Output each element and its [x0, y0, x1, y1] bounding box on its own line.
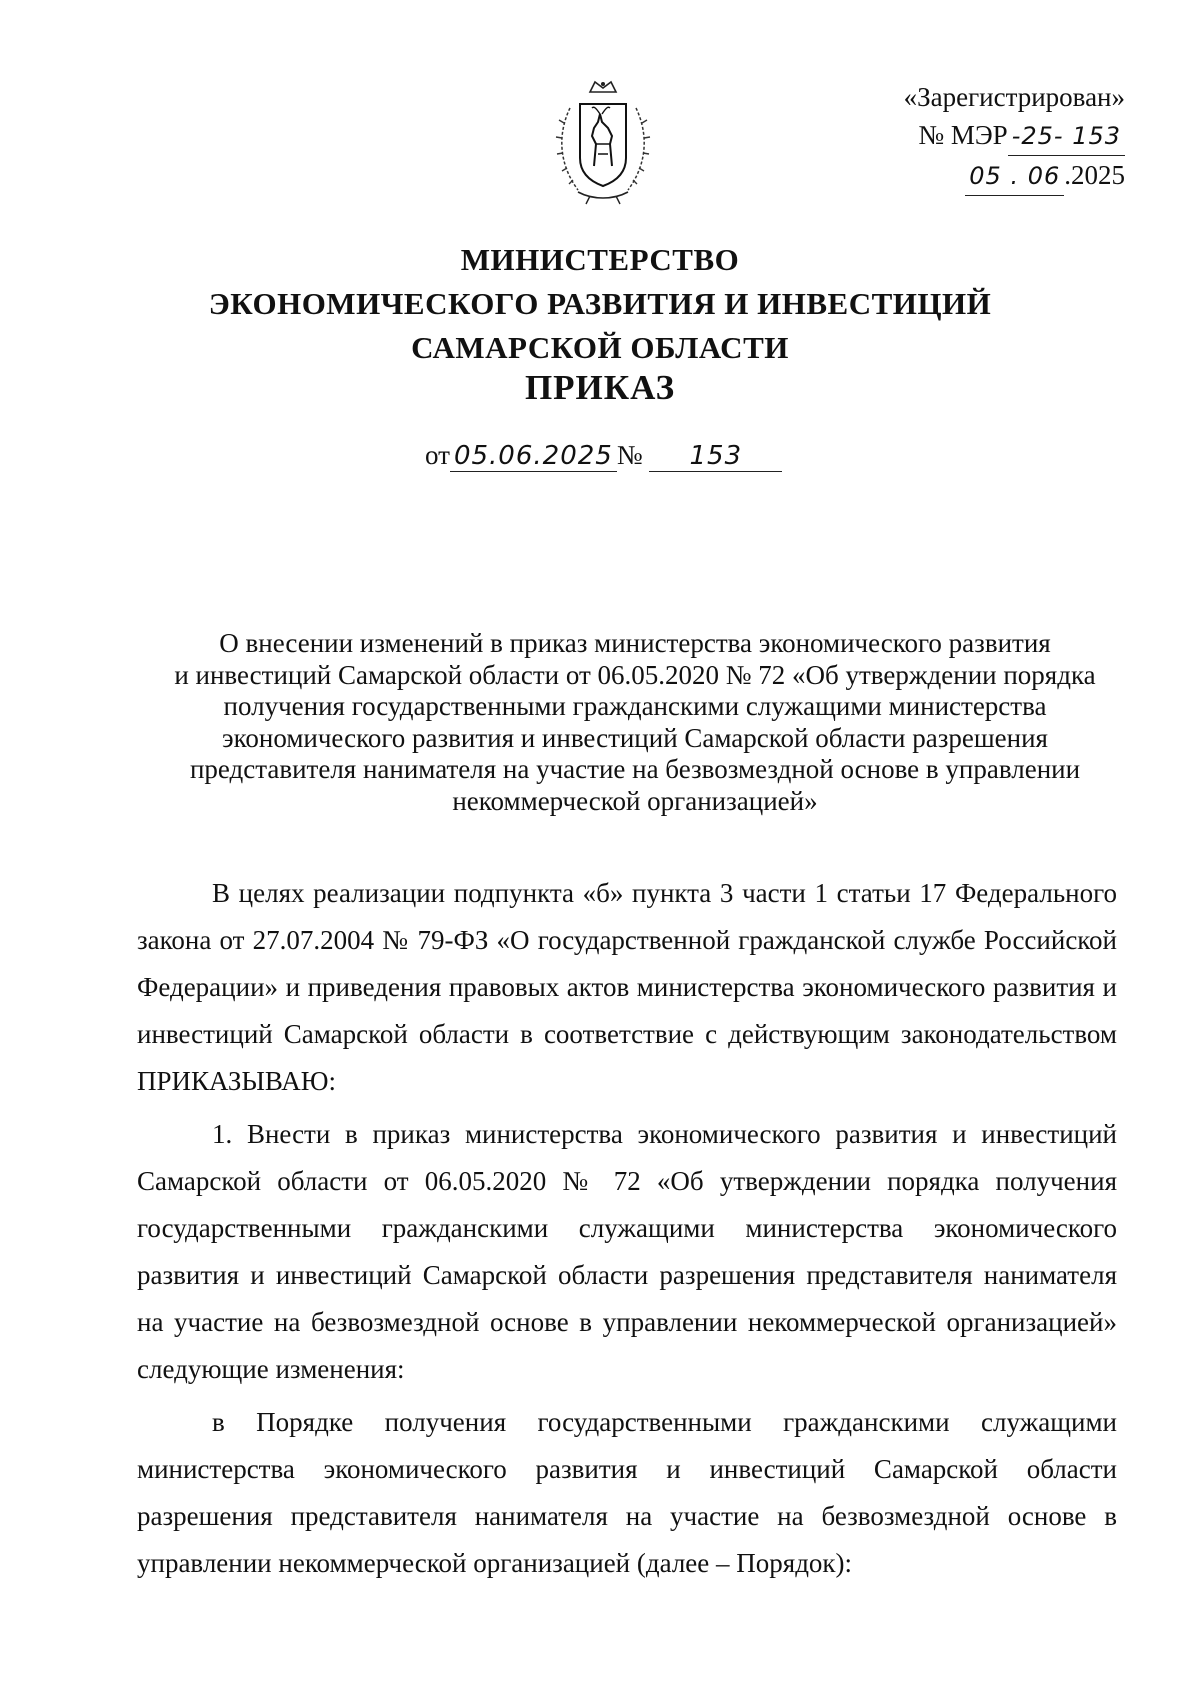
subject-line-3: получения государственными гражданскими служащими министерства [223, 691, 1047, 721]
registration-number [785, 116, 1125, 156]
subject-line-1: О внесении изменений в приказ министерства экономического развития [219, 628, 1051, 658]
body-paragraph-3: в Порядке получения государственными гражданскими служащими министерства экономического развития и инвестиций Самарской области разрешения представителя нанимателя на участие на безвозмездной основе в управлении некоммерческой организацией (далее – Порядок): [137, 1407, 1117, 1578]
registration-date-year: .2025 [1064, 160, 1125, 190]
org-line-2: ЭКОНОМИЧЕСКОГО РАЗВИТИЯ И ИНВЕСТИЦИЙ [208, 286, 992, 321]
order-subject [145, 628, 1125, 817]
org-line-1: МИНИСТЕРСТВО [460, 242, 740, 277]
registration-status: «Зарегистрирован» [903, 82, 1125, 112]
samara-coat-of-arms-icon [548, 78, 658, 208]
body-paragraph-1: В целях реализации подпункта «б» пункта 3 части 1 статьи 17 Федерального закона от 27.07.2004 № 79-ФЗ «О государственной гражданской службе Российской Федерации» и приведения правовых актов министерства экономического развития и инвестиций Самарской области в соответствие с действующим законодательством ПРИКАЗЫВАЮ: [137, 878, 1117, 1096]
registration-date-handwritten: 05 . 06 [965, 157, 1064, 196]
organization-name [100, 238, 1100, 370]
order-from-label: от [425, 440, 450, 470]
registration-number-handwritten: -25- 153 [1008, 117, 1125, 156]
subject-line-6: некоммерческой организацией» [452, 785, 818, 816]
order-number-handwritten: 153 [649, 441, 782, 472]
order-date-number [425, 440, 782, 472]
registration-number-prefix: № МЭР [918, 120, 1008, 150]
subject-line-4: экономического развития и инвестиций Самарской области разрешения [222, 722, 1048, 753]
org-line-3: САМАРСКОЙ ОБЛАСТИ [411, 330, 789, 365]
order-body [137, 870, 1117, 1593]
order-number-label: № [616, 440, 643, 470]
registration-stamp [785, 78, 1125, 196]
body-paragraph-2: 1. Внести в приказ министерства экономического развития и инвестиций Самарской области от 06.05.2020 № 72 «Об утверждении порядка получения государственными гражданскими служащими министерства экономического развития и инвестиций Самарской области разрешения представителя нанимателя на участие на безвозмездной основе в управлении некоммерческой организацией» следующие изменения: [137, 1119, 1117, 1384]
registration-date [785, 156, 1125, 196]
subject-line-2: и инвестиций Самарской области от 06.05.2020 № 72 «Об утверждении порядка [174, 659, 1096, 690]
document-type: ПРИКАЗ [524, 368, 676, 407]
order-date-handwritten: 05.06.2025 [450, 441, 617, 472]
subject-line-5: представителя нанимателя на участие на безвозмездной основе в управлении [189, 754, 1081, 784]
